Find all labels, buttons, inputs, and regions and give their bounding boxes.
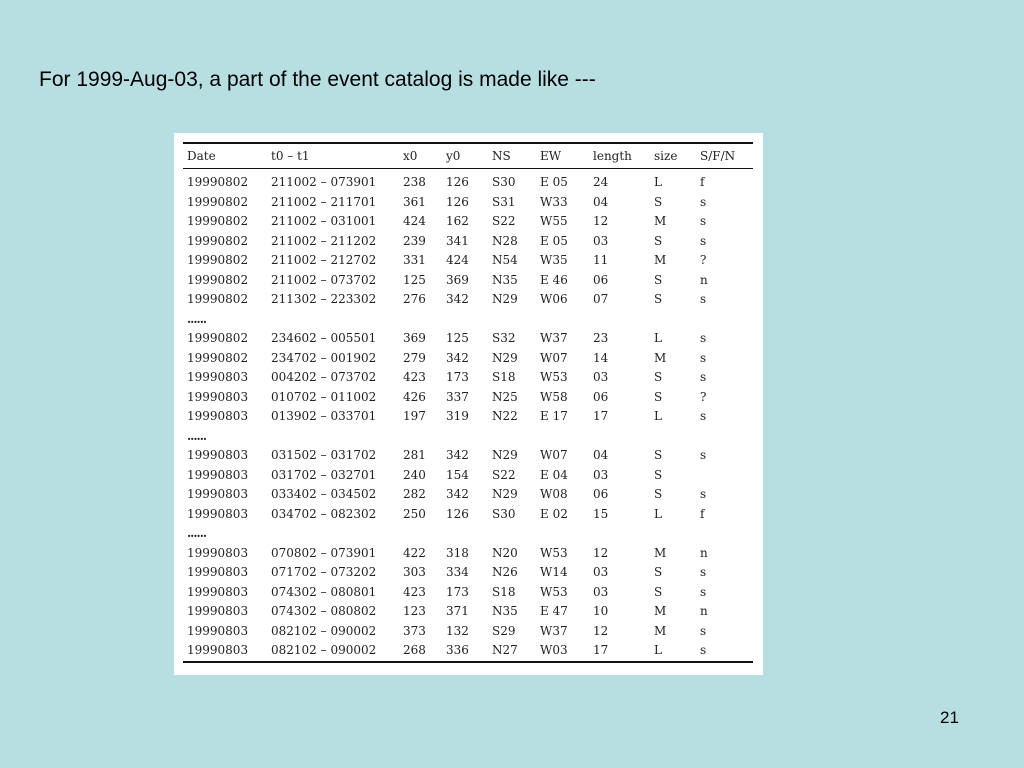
table-cell: M [654, 545, 667, 560]
column-header: length [589, 143, 650, 169]
table-row [183, 641, 753, 662]
table-cell: 19990803 [187, 487, 249, 501]
table-cell: M [654, 214, 667, 228]
table-cell: 173 [446, 370, 469, 384]
table-cell: 211002 – 211701 [271, 194, 377, 209]
table-row [183, 169, 753, 193]
table-cell: N35 [492, 272, 518, 287]
table-cell: s [700, 370, 707, 384]
table-cell: 276 [403, 292, 426, 306]
table-cell: S [654, 565, 663, 579]
table-cell: W37 [540, 623, 568, 638]
table-cell: W14 [540, 565, 568, 579]
table-cell: N29 [492, 487, 518, 501]
table-cell: 19990802 [187, 233, 249, 248]
table-cell: 12 [593, 623, 609, 638]
table-cell: n [700, 272, 708, 287]
page-number: 21 [940, 708, 959, 727]
table-cell: W06 [540, 292, 568, 306]
table-cell: 10 [593, 604, 609, 618]
table-cell: f [700, 506, 705, 521]
table-cell: 342 [446, 487, 469, 501]
table-cell: 03 [593, 370, 609, 384]
table-cell: W53 [540, 545, 568, 560]
table-cell: 123 [403, 604, 426, 618]
table-cell: 19990802 [187, 331, 249, 345]
column-header: size [650, 143, 696, 169]
table-cell: E 05 [540, 175, 568, 189]
table-cell: 06 [593, 389, 609, 404]
table-cell: N29 [492, 448, 518, 462]
table-cell: W37 [540, 331, 568, 345]
table-cell: 07 [593, 292, 609, 306]
table-cell: S22 [492, 214, 516, 228]
table-cell: s [700, 623, 707, 638]
table-cell: 239 [403, 233, 426, 248]
table-row [183, 485, 753, 505]
table-cell: 422 [403, 545, 426, 560]
table-cell: 126 [446, 506, 469, 521]
slide-title: For 1999-Aug-03, a part of the event catalog is made like --- [39, 68, 596, 91]
table-cell: 004202 – 073702 [271, 370, 377, 384]
table-row [183, 368, 753, 388]
table-cell: S22 [492, 467, 516, 482]
table-cell: 17 [589, 641, 650, 662]
table-row [183, 212, 753, 232]
event-catalog-table [183, 142, 753, 663]
table-cell: N25 [492, 389, 518, 404]
table-cell: S [654, 584, 663, 599]
table-cell: 19990803 [187, 448, 249, 462]
table-cell: s [700, 448, 707, 462]
table-cell: 126 [446, 194, 469, 209]
table-cell: 318 [446, 545, 469, 560]
table-cell: 19990803 [187, 467, 249, 482]
table-cell: 010702 – 011002 [271, 389, 377, 404]
table-cell: W53 [540, 370, 568, 384]
table-cell: 369 [446, 272, 469, 287]
column-header: t0 – t1 [267, 143, 399, 169]
table-cell: 424 [446, 253, 469, 267]
table-cell: N35 [492, 604, 518, 618]
table-cell: E 17 [540, 409, 568, 423]
table-cell: s [700, 409, 707, 423]
table-cell: 342 [446, 448, 469, 462]
table-cell: 282 [403, 487, 426, 501]
table-cell: M [654, 350, 667, 365]
table-cell: 334 [446, 565, 469, 579]
table-row [183, 232, 753, 252]
table-cell: 04 [593, 194, 609, 209]
table-cell: 337 [446, 389, 469, 404]
table-cell: 071702 – 073202 [271, 565, 377, 579]
column-header: x0 [399, 143, 442, 169]
table-cell: 19990802 [187, 272, 249, 287]
table-cell: L [654, 506, 662, 521]
table-cell: S [654, 487, 663, 501]
table-cell: L [654, 331, 662, 345]
table-row [183, 349, 753, 369]
table-cell: 19990802 [187, 253, 249, 267]
table-cell: L [654, 175, 662, 189]
table-cell: N26 [492, 565, 518, 579]
table-cell: 013902 – 033701 [271, 409, 377, 423]
column-header: EW [536, 143, 589, 169]
table-cell: 361 [403, 194, 426, 209]
table-cell: S [654, 448, 663, 462]
ellipsis-marker: ...... [187, 526, 207, 540]
table-cell: 11 [593, 253, 609, 267]
table-cell: 154 [446, 467, 469, 482]
table-cell: 250 [403, 506, 426, 521]
table-cell: 19990803 [187, 370, 249, 384]
table-cell: 19990803 [187, 506, 249, 521]
table-cell: W53 [540, 584, 568, 599]
table-cell: 19990803 [183, 641, 267, 662]
ellipsis-marker: ...... [187, 311, 207, 326]
table-cell: S [654, 272, 663, 287]
table-cell: W07 [540, 448, 568, 462]
table-row [183, 583, 753, 603]
table-cell: S31 [492, 194, 516, 209]
table-cell: 125 [446, 331, 469, 345]
table-row [183, 271, 753, 291]
table-cell: L [654, 409, 662, 423]
table-cell: 279 [403, 350, 426, 365]
table-cell: 19990803 [187, 623, 249, 638]
table-row [183, 388, 753, 408]
table-cell: 23 [593, 331, 609, 345]
table-cell: E 05 [540, 233, 568, 248]
table-cell: 03 [593, 565, 609, 579]
table-cell: N28 [492, 233, 518, 248]
table-cell: 06 [593, 272, 609, 287]
table-cell: 03 [593, 233, 609, 248]
table-cell: 15 [593, 506, 609, 521]
table-cell: s [700, 292, 707, 306]
table-cell: s [700, 214, 707, 228]
table-cell: 234702 – 001902 [271, 350, 377, 365]
table-cell: s [700, 487, 707, 501]
table-cell: 19990803 [187, 584, 249, 599]
table-cell: 281 [403, 448, 426, 462]
table-cell: W33 [540, 194, 568, 209]
table-cell: S29 [492, 623, 516, 638]
table-cell: 211302 – 223302 [271, 292, 377, 306]
table-header-row [183, 143, 753, 169]
table-cell: 034702 – 082302 [271, 506, 377, 521]
table-row [183, 329, 753, 349]
table-cell: E 02 [540, 506, 568, 521]
table-cell: s [700, 194, 707, 209]
table-cell: 240 [403, 467, 426, 482]
table-cell: 342 [446, 292, 469, 306]
table-cell: W08 [540, 487, 568, 501]
ellipsis-row [183, 524, 753, 544]
table-cell: 426 [403, 389, 426, 404]
table-cell: 197 [403, 409, 426, 423]
table-cell: 19990802 [187, 350, 249, 365]
table-cell: 268 [399, 641, 442, 662]
table-cell: n [700, 545, 708, 560]
table-cell: 371 [446, 604, 469, 618]
table-cell: 19990802 [187, 194, 249, 209]
table-cell: E 04 [540, 467, 568, 482]
table-cell: 132 [446, 623, 469, 638]
table-cell: M [654, 253, 667, 267]
table-cell: S18 [492, 370, 516, 384]
table-cell: 12 [593, 214, 609, 228]
table-cell: S30 [492, 175, 516, 189]
table-cell: S18 [492, 584, 516, 599]
table-row [183, 290, 753, 310]
table-cell: 125 [403, 272, 426, 287]
table-cell: N27 [488, 641, 536, 662]
table-row [183, 544, 753, 564]
table-row [183, 466, 753, 486]
table-cell: E 47 [540, 604, 568, 618]
table-cell: 162 [446, 214, 469, 228]
table-cell: S32 [492, 331, 516, 345]
table-cell: 19990803 [187, 545, 249, 560]
table-cell: S [654, 370, 663, 384]
table-cell: 211002 – 031001 [271, 214, 377, 228]
table-cell: 033402 – 034502 [271, 487, 377, 501]
table-cell: 04 [593, 448, 609, 462]
table-cell: W55 [540, 214, 568, 228]
table-cell: 211002 – 073702 [271, 272, 377, 287]
table-cell: 03 [593, 467, 609, 482]
table-row [183, 505, 753, 525]
table-cell: 19990803 [187, 565, 249, 579]
table-cell: 24 [593, 175, 609, 189]
table-cell: 12 [593, 545, 609, 560]
table-cell: N29 [492, 350, 518, 365]
table-cell: S [654, 292, 663, 306]
table-cell: 234602 – 005501 [271, 331, 377, 345]
event-catalog-image [174, 133, 763, 675]
table-cell: E 46 [540, 272, 568, 287]
table-cell: 423 [403, 370, 426, 384]
table-cell: ? [700, 389, 707, 404]
table-cell: 336 [442, 641, 488, 662]
table-cell: 423 [403, 584, 426, 599]
table-cell: S [654, 467, 663, 482]
table-cell: W35 [540, 253, 568, 267]
column-header: Date [183, 143, 267, 169]
table-cell: ? [700, 253, 707, 267]
table-cell: s [696, 641, 753, 662]
table-cell: 211002 – 211202 [271, 233, 377, 248]
table-cell: 19990803 [187, 409, 249, 423]
table-cell: 369 [403, 331, 426, 345]
table-cell: 17 [593, 409, 609, 423]
table-row [183, 407, 753, 427]
table-cell: 341 [446, 233, 469, 248]
table-cell: 19990803 [187, 389, 249, 404]
table-cell: 03 [593, 584, 609, 599]
ellipsis-row [183, 310, 753, 330]
table-cell: 074302 – 080801 [271, 584, 377, 599]
table-row [183, 563, 753, 583]
table-cell: s [700, 565, 707, 579]
table-cell: s [700, 584, 707, 599]
table-cell: 331 [403, 253, 426, 267]
table-cell: N54 [492, 253, 518, 267]
table-cell: N20 [492, 545, 518, 560]
table-cell: 070802 – 073901 [271, 545, 377, 560]
table-cell: 082102 – 090002 [267, 641, 399, 662]
table-cell: 031502 – 031702 [271, 448, 377, 462]
table-cell: 031702 – 032701 [271, 467, 377, 482]
table-cell: N22 [492, 409, 518, 423]
table-row [183, 251, 753, 271]
table-cell: 303 [403, 565, 426, 579]
table-row [183, 622, 753, 642]
column-header: S/F/N [696, 143, 753, 169]
table-cell: f [700, 175, 705, 189]
table-cell: 19990802 [187, 292, 249, 306]
table-cell: 074302 – 080802 [271, 604, 377, 618]
table-cell: 424 [403, 214, 426, 228]
column-header: y0 [442, 143, 488, 169]
table-cell: S30 [492, 506, 516, 521]
table-cell: 126 [446, 175, 469, 189]
table-cell: 238 [403, 175, 426, 189]
table-cell: S [654, 233, 663, 248]
table-cell: 082102 – 090002 [271, 623, 377, 638]
table-cell: W07 [540, 350, 568, 365]
table-cell: 173 [446, 584, 469, 599]
table-cell: 19990802 [187, 214, 249, 228]
table-cell: M [654, 604, 667, 618]
ellipsis-marker: ...... [187, 428, 207, 443]
table-row [183, 193, 753, 213]
table-cell: 211002 – 073901 [271, 175, 377, 189]
table-cell: 14 [593, 350, 609, 365]
table-cell: S [654, 194, 663, 209]
table-cell: s [700, 233, 707, 248]
table-cell: N29 [492, 292, 518, 306]
table-cell: 19990802 [187, 175, 249, 189]
table-cell: s [700, 331, 707, 345]
table-row [183, 602, 753, 622]
table-cell: 211002 – 212702 [271, 253, 377, 267]
table-cell: 19990803 [187, 604, 249, 618]
ellipsis-row [183, 427, 753, 447]
table-cell: L [650, 641, 696, 662]
table-cell: W58 [540, 389, 568, 404]
column-header: NS [488, 143, 536, 169]
table-cell: S [654, 389, 663, 404]
table-cell: M [654, 623, 667, 638]
table-cell: s [700, 350, 707, 365]
table-cell: W03 [536, 641, 589, 662]
table-cell: 06 [593, 487, 609, 501]
table-cell: 319 [446, 409, 469, 423]
table-cell: 342 [446, 350, 469, 365]
table-cell: n [700, 604, 708, 618]
table-cell [696, 466, 753, 486]
table-cell: 373 [403, 623, 426, 638]
table-row [183, 446, 753, 466]
